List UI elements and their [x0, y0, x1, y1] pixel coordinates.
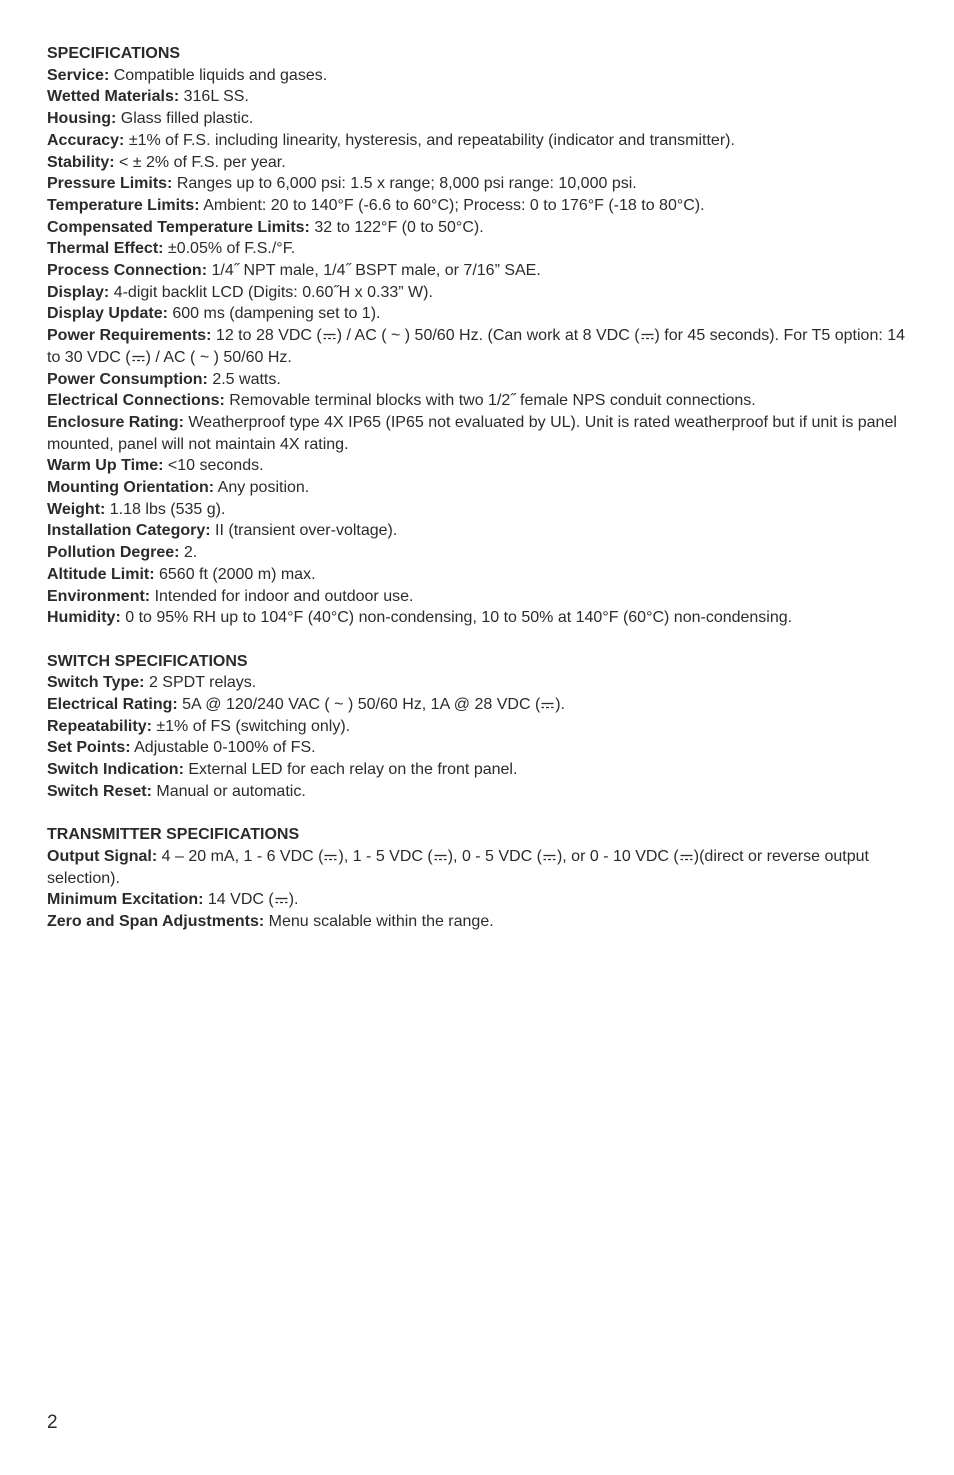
- spec-switch-type: [47, 672, 917, 694]
- dc-symbol-icon: [680, 847, 693, 857]
- spec-text: 12 to 28 VDC (: [211, 327, 322, 345]
- spec-text: 1/4˝ NPT male, 1/4˝ BSPT male, or 7/16” SAE.: [207, 262, 541, 280]
- spec-label: Pollution Degree:: [47, 544, 180, 562]
- switch-specifications-list: [47, 716, 917, 803]
- spec-weight: [47, 499, 917, 521]
- spec-label: Weight:: [47, 500, 106, 518]
- spec-text: 2.5 watts.: [207, 370, 281, 388]
- specifications-section: [47, 43, 917, 629]
- spec-label: Display Update:: [47, 305, 168, 323]
- spec-text: Manual or automatic.: [151, 782, 306, 800]
- spec-text: 1.18 lbs (535 g).: [105, 500, 226, 518]
- spec-label: Electrical Connections:: [47, 392, 225, 410]
- spec-display-update: [47, 303, 917, 325]
- spec-text: Intended for indoor and outdoor use.: [150, 587, 414, 605]
- specifications-list-continued: [47, 369, 917, 629]
- spec-repeatability: [47, 716, 917, 738]
- spec-text: 4 – 20 mA, 1 - 6 VDC (: [157, 847, 324, 865]
- spec-display: [47, 282, 917, 304]
- spec-output-signal: [47, 846, 917, 889]
- spec-sheet: [47, 43, 917, 933]
- spec-pollution-degree: [47, 542, 917, 564]
- spec-text: 2 SPDT relays.: [144, 674, 257, 692]
- dc-symbol-icon: [543, 847, 556, 857]
- spec-text: Removable terminal blocks with two 1/2˝ female NPS conduit connections.: [224, 392, 756, 410]
- spec-electrical-rating: [47, 694, 917, 716]
- spec-zero-span: [47, 911, 917, 933]
- spec-label: Stability:: [47, 153, 115, 171]
- spec-text: Glass filled plastic.: [116, 110, 254, 128]
- spec-accuracy: [47, 130, 917, 152]
- spec-text: )(direct or reverse output selection).: [47, 847, 869, 887]
- spec-label: Enclosure Rating:: [47, 413, 184, 431]
- spec-power-requirements: [47, 325, 917, 368]
- spec-text: ±1% of FS (switching only).: [151, 717, 351, 735]
- specifications-heading: SPECIFICATIONS: [47, 45, 181, 62]
- spec-text: 316L SS.: [179, 88, 249, 106]
- spec-text: Any position.: [214, 479, 310, 497]
- spec-pressure-limits: [47, 173, 917, 195]
- spec-label: Display:: [47, 283, 110, 301]
- spec-text: Menu scalable within the range.: [264, 913, 494, 931]
- transmitter-specifications-heading: TRANSMITTER SPECIFICATIONS: [47, 826, 300, 844]
- spec-label: Process Connection:: [47, 262, 208, 280]
- spec-compensated-temperature-limits: [47, 217, 917, 239]
- spec-label: Minimum Excitation:: [47, 891, 204, 909]
- spec-text: 32 to 122°F (0 to 50°C).: [309, 218, 484, 236]
- spec-label: Switch Indication:: [47, 761, 184, 779]
- spec-text: Weatherproof type 4X IP65 (IP65 not evaluated by UL). Unit is rated weatherproof but if unit is panel mounted, panel will not maintain 4X rating.: [47, 413, 897, 453]
- transmitter-specifications-section: [47, 824, 917, 933]
- spec-process-connection: [47, 260, 917, 282]
- spec-label: Switch Type:: [47, 674, 145, 692]
- spec-text: External LED for each relay on the front panel.: [183, 761, 518, 779]
- spec-text: 5A @ 120/240 VAC ( ~ ) 50/60 Hz, 1A @ 28 VDC (: [177, 696, 541, 714]
- spec-label: Repeatability:: [47, 717, 152, 735]
- spec-text: <10 seconds.: [163, 457, 264, 475]
- page-number: 2: [47, 1412, 58, 1433]
- spec-text: ).: [288, 891, 299, 909]
- spec-label: Zero and Span Adjustments:: [47, 913, 265, 931]
- spec-label: Accuracy:: [47, 131, 125, 149]
- spec-label: Power Consumption:: [47, 370, 208, 388]
- spec-label: Warm Up Time:: [47, 457, 164, 475]
- spec-environment: [47, 586, 917, 608]
- spec-text: ) / AC ( ~ ) 50/60 Hz.: [145, 348, 292, 366]
- switch-specifications-heading: SWITCH SPECIFICATIONS: [47, 652, 248, 670]
- spec-set-points: [47, 737, 917, 759]
- spec-text: ±1% of F.S. including linearity, hysteresis, and repeatability (indicator and transmitter).: [124, 131, 735, 149]
- spec-label: Pressure Limits:: [47, 175, 173, 193]
- spec-humidity: [47, 607, 917, 629]
- spec-wetted-materials: [47, 86, 917, 108]
- spec-label: Output Signal:: [47, 847, 158, 865]
- spec-housing: [47, 108, 917, 130]
- spec-label: Housing:: [47, 110, 117, 128]
- spec-text: 14 VDC (: [203, 891, 274, 909]
- spec-text: ) / AC ( ~ ) 50/60 Hz. (Can work at 8 VDC (: [336, 327, 640, 345]
- dc-symbol-icon: [641, 326, 654, 336]
- spec-text: Ambient: 20 to 140°F (-6.6 to 60°C); Process: 0 to 176°F (-18 to 80°C).: [199, 196, 705, 214]
- spec-electrical-connections: [47, 390, 917, 412]
- spec-minimum-excitation: [47, 889, 917, 911]
- spec-label: Power Requirements:: [47, 327, 212, 345]
- spec-text: ), 1 - 5 VDC (: [338, 847, 433, 865]
- spec-text: 4-digit backlit LCD (Digits: 0.60˝H x 0.33” W).: [109, 283, 433, 301]
- spec-label: Mounting Orientation:: [47, 479, 215, 497]
- spec-label: Thermal Effect:: [47, 240, 164, 258]
- spec-text: < ± 2% of F.S. per year.: [114, 153, 286, 171]
- specifications-list: [47, 65, 917, 325]
- spec-text: Compatible liquids and gases.: [109, 66, 328, 84]
- spec-enclosure-rating: [47, 412, 917, 455]
- spec-label: Set Points:: [47, 739, 131, 757]
- spec-text: ) for 45 seconds). For T5 option: 14 to 30 VDC (: [47, 327, 906, 366]
- spec-text: 600 ms (dampening set to 1).: [167, 305, 381, 323]
- spec-label: Humidity:: [47, 609, 121, 627]
- spec-text: Ranges up to 6,000 psi: 1.5 x range; 8,000 psi range: 10,000 psi.: [172, 175, 637, 193]
- dc-symbol-icon: [132, 348, 145, 358]
- spec-label: Altitude Limit:: [47, 565, 155, 583]
- spec-label: Installation Category:: [47, 522, 211, 540]
- spec-text: Adjustable 0-100% of FS.: [130, 739, 316, 757]
- spec-label: Service:: [47, 66, 110, 84]
- spec-label: Environment:: [47, 587, 151, 605]
- spec-text: 2.: [179, 544, 198, 562]
- spec-service: [47, 65, 917, 87]
- spec-label: Wetted Materials:: [47, 88, 180, 106]
- spec-installation-category: [47, 520, 917, 542]
- spec-text: ), or 0 - 10 VDC (: [556, 847, 679, 865]
- spec-label: Compensated Temperature Limits:: [47, 218, 310, 236]
- spec-thermal-effect: [47, 238, 917, 260]
- spec-text: ±0.05% of F.S./°F.: [163, 240, 296, 258]
- dc-symbol-icon: [434, 847, 447, 857]
- spec-text: 6560 ft (2000 m) max.: [154, 565, 316, 583]
- spec-altitude-limit: [47, 564, 917, 586]
- spec-label: Electrical Rating:: [47, 696, 178, 714]
- dc-symbol-icon: [324, 847, 337, 857]
- dc-symbol-icon: [541, 695, 554, 705]
- switch-specifications-section: [47, 651, 917, 803]
- spec-temperature-limits: [47, 195, 917, 217]
- dc-symbol-icon: [323, 326, 336, 336]
- spec-warm-up-time: [47, 455, 917, 477]
- spec-text: ), 0 - 5 VDC (: [447, 847, 542, 865]
- spec-mounting-orientation: [47, 477, 917, 499]
- spec-label: Switch Reset:: [47, 782, 152, 800]
- spec-text: II (transient over-voltage).: [210, 522, 398, 540]
- spec-text: ).: [555, 696, 566, 714]
- dc-symbol-icon: [275, 890, 288, 900]
- spec-text: 0 to 95% RH up to 104°F (40°C) non-condensing, 10 to 50% at 140°F (60°C) non-condensing.: [120, 609, 793, 627]
- spec-label: Temperature Limits:: [47, 196, 200, 214]
- spec-stability: [47, 152, 917, 174]
- spec-power-consumption: [47, 369, 917, 391]
- spec-switch-indication: [47, 759, 917, 781]
- spec-switch-reset: [47, 781, 917, 803]
